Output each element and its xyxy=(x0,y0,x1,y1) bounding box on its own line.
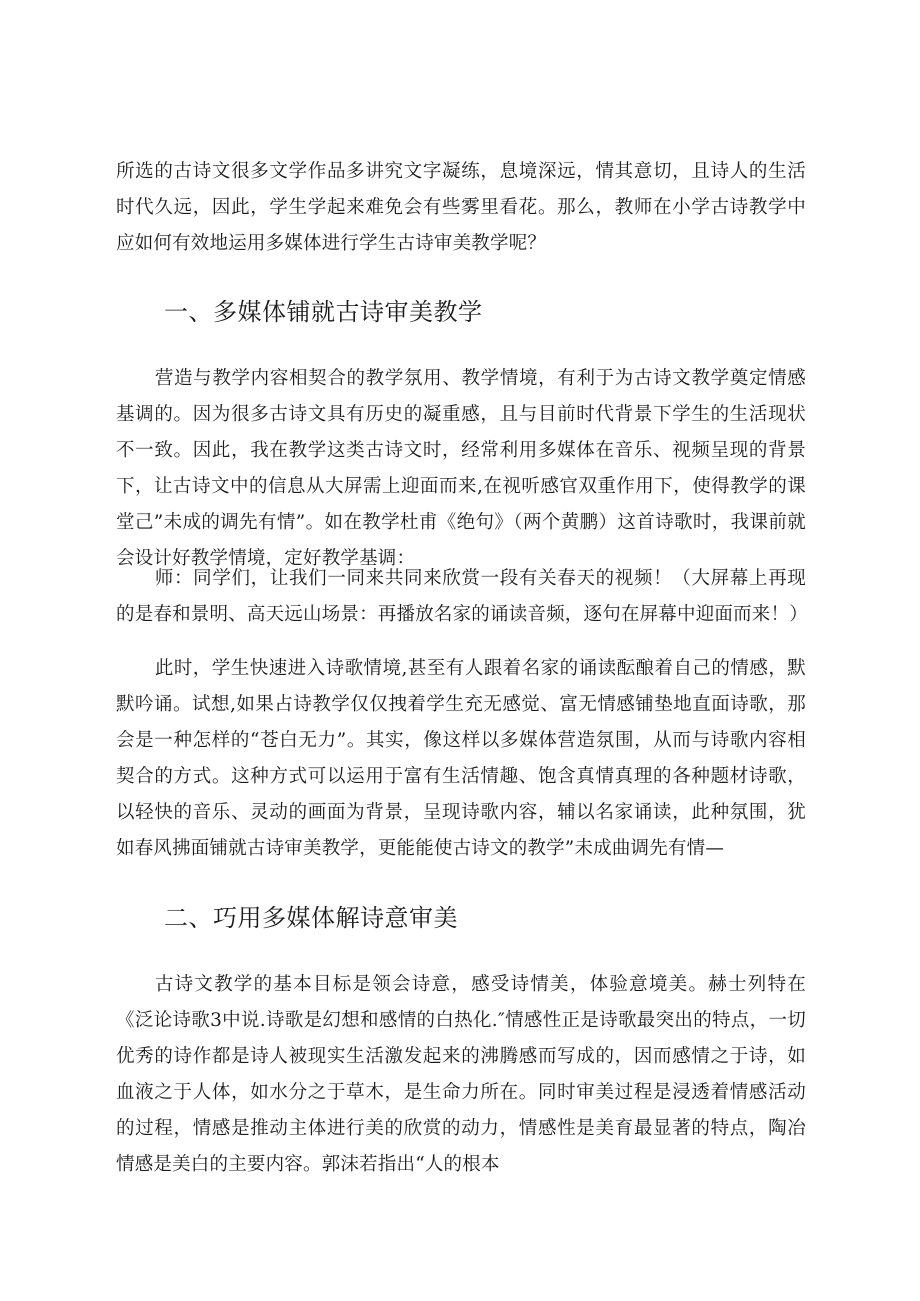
intro-paragraph: 所选的古诗文很多文学作品多讲究文字凝练，息境深远，情其意切，且诗人的生活时代久远，因此，学生学起来难免会有些雾里看花。那么，教师在小学古诗教学中应如何有效地运用多媒体进行学生古诗审美教学呢？ xyxy=(116,161,806,254)
section1-paragraph-3: 此时，学生快速进入诗歌情境,甚至有人跟着名家的诵读酝酿着自己的情感，默默吟诵。试想,如果占诗教学仅仅拽着学生充无感觉、富无情感铺垫地直面诗歌，那会是一种怎样的“苍白无力”。其实，像这样以多媒体营造氛围，从而与诗歌内容相契合的方式。这种方式可以运用于富有生活情趣、饱含真情真理的各种题材诗歌，以轻快的音乐、灵动的画面为背景，呈现诗歌内容，辅以名家诵读，此种氛围，犹如春风拂面铺就古诗审美教学，更能能使古诗文的教学”未成曲调先有情— xyxy=(116,658,806,859)
section2-paragraph-1: 古诗文教学的基本目标是领会诗意，感受诗情美，体验意境美。赫士列特在《泛论诗歌3中说.诗歌是幻想和感情的白热化.″情感性正是诗歌最突出的特点，一切优秀的诗作都是诗人被现实生活激发起来的沸腾感而写成的，因而感情之于诗，如血液之于人体，如水分之于草木，是生命力所在。同时审美过程是浸透着情感活动的过程，情感是推动主体进行美的欣赏的动力，情感性是美育最显著的特点，陶冶情感是美白的主要内容。郭沫若指出“人的根本 xyxy=(116,974,806,1175)
section2-heading: 二、巧用多媒体解诗意审美 xyxy=(164,904,458,932)
section1-paragraph-1: 营造与教学内容相契合的教学氛用、教学情境，有利于为古诗文教学奠定情感基调的。因为很多古诗文具有历史的凝重感，且与目前时代背景下学生的生活现状不一致。因此，我在教学这类古诗文时，经常利用多媒体在音乐、视频呈现的背景下，让古诗文中的信息从大屏需上迎面而来,在视听感官双重作用下，使得教学的课堂己”未成的调先有情”。如在教学杜甫《绝句》（两个黄鹏）这首诗歌时，我课前就会设计好教学情境，定好教学基调： xyxy=(116,368,806,569)
section1-paragraph-2: 师：同学们，让我们一同来共同来欣赏一段有关春天的视频！（大屏幕上再现的是春和景明、高天远山场景：再播放名家的诵读音频，逐句在屏幕中迎面而来！） xyxy=(116,568,808,625)
section1-heading: 一、多媒体铺就古诗审美教学 xyxy=(164,298,483,326)
